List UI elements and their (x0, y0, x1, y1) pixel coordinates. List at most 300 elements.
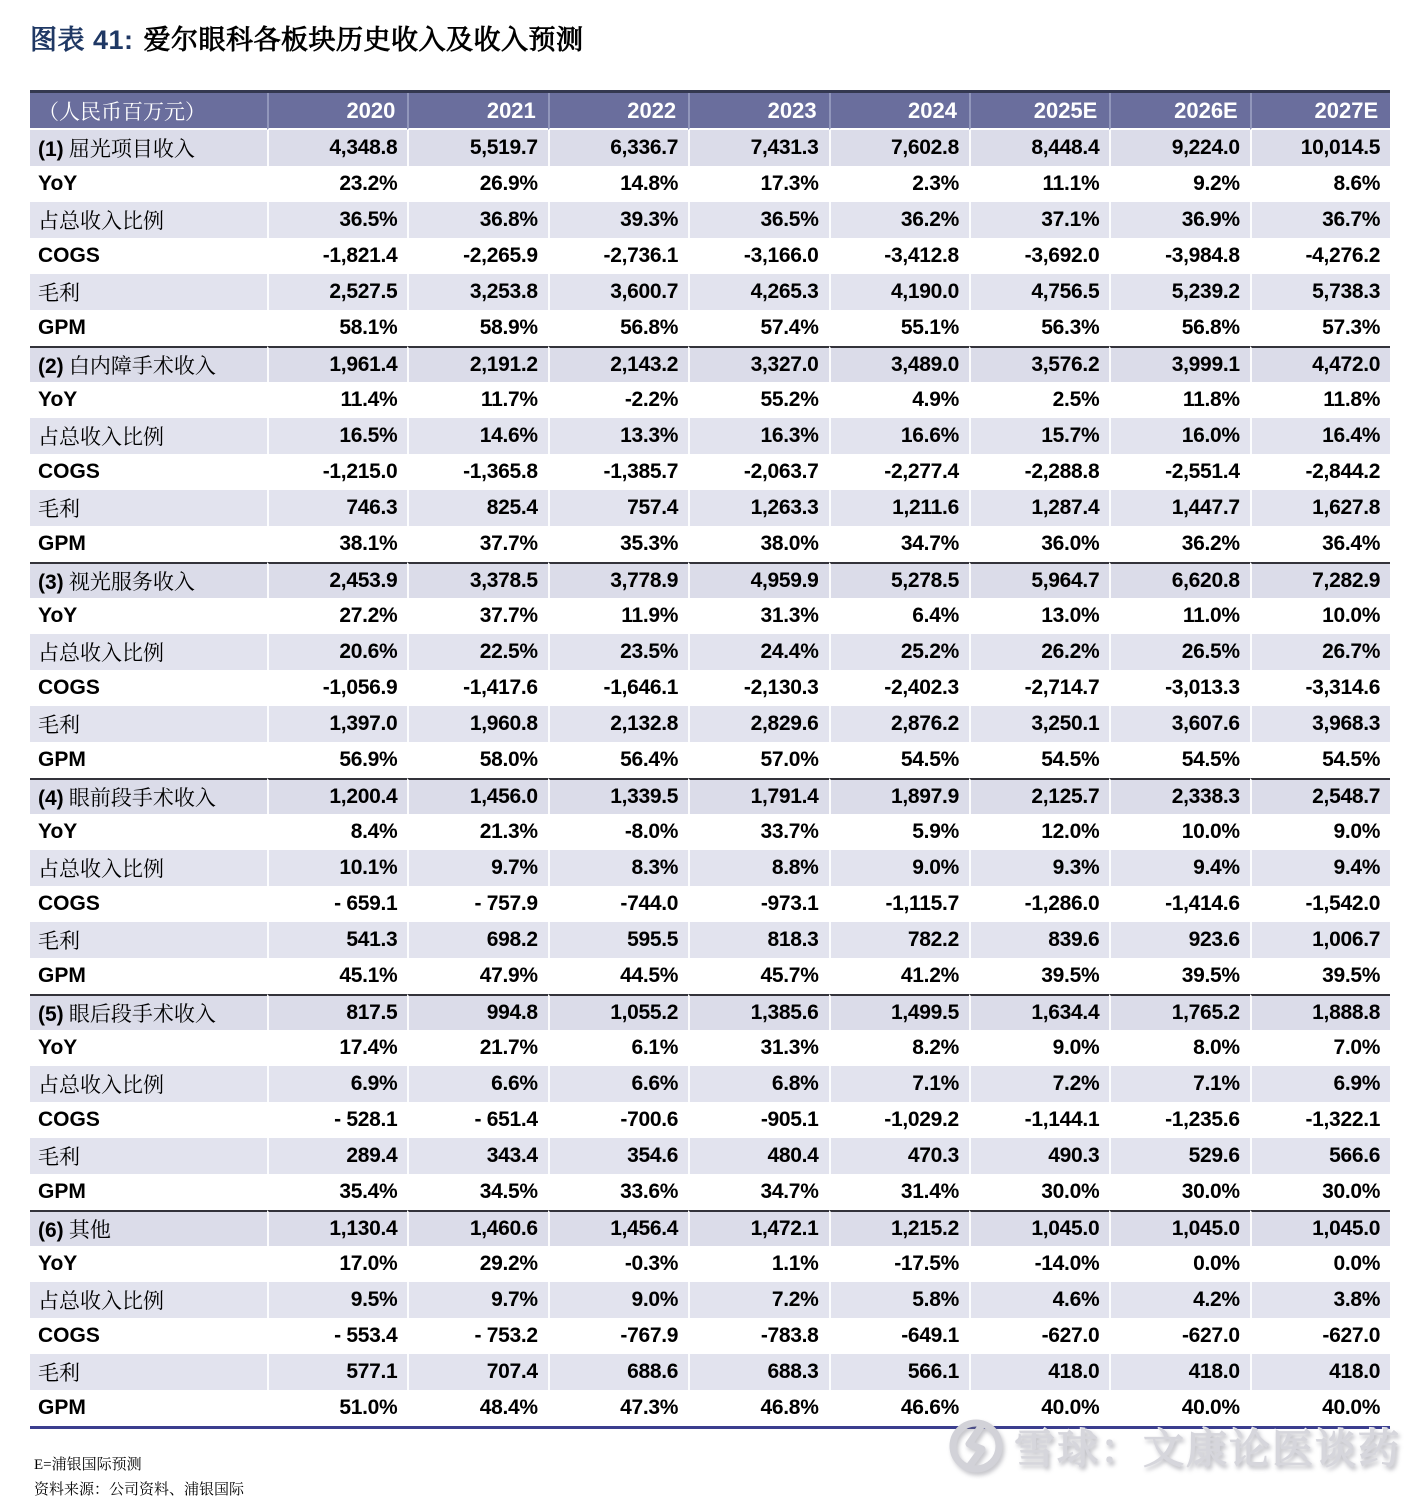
value-cell: 17.0% (267, 1246, 407, 1282)
value-cell: 1,765.2 (1109, 994, 1249, 1030)
value-cell: 9.0% (548, 1282, 688, 1318)
value-cell: 6.6% (548, 1066, 688, 1102)
column-header-2025e: 2025E (969, 93, 1109, 130)
value-cell: - 757.9 (407, 886, 547, 922)
value-cell: 566.6 (1250, 1138, 1390, 1174)
row-label: 毛利 (30, 706, 267, 742)
value-cell: 22.5% (407, 634, 547, 670)
value-cell: 595.5 (548, 922, 688, 958)
value-cell: -2,402.3 (829, 670, 969, 706)
value-cell: 3,253.8 (407, 274, 547, 310)
value-cell: 2,453.9 (267, 562, 407, 598)
row-label: YoY (30, 1030, 267, 1066)
value-cell: 7.2% (969, 1066, 1109, 1102)
value-cell: -2,551.4 (1109, 454, 1249, 490)
value-cell: 3,778.9 (548, 562, 688, 598)
value-cell: 58.1% (267, 310, 407, 346)
value-cell: 36.2% (1109, 526, 1249, 562)
table-row (30, 886, 1390, 922)
value-cell: 14.8% (548, 166, 688, 202)
value-cell: 2,191.2 (407, 346, 547, 382)
value-cell: 529.6 (1109, 1138, 1249, 1174)
value-cell: 7,602.8 (829, 130, 969, 166)
value-cell: 3,576.2 (969, 346, 1109, 382)
table-row (30, 310, 1390, 346)
row-label: 毛利 (30, 922, 267, 958)
table-row (30, 454, 1390, 490)
value-cell: 3.8% (1250, 1282, 1390, 1318)
value-cell: 9.7% (407, 1282, 547, 1318)
row-label: GPM (30, 1390, 267, 1426)
value-cell: 1,263.3 (688, 490, 828, 526)
source-note: 资料来源：公司资料、浦银国际 (34, 1482, 245, 1498)
value-cell: 34.7% (829, 526, 969, 562)
table-row (30, 526, 1390, 562)
value-cell: 1,960.8 (407, 706, 547, 742)
value-cell: 38.1% (267, 526, 407, 562)
value-cell: 36.8% (407, 202, 547, 238)
value-cell: 1,627.8 (1250, 490, 1390, 526)
value-cell: 1,897.9 (829, 778, 969, 814)
value-cell: 25.2% (829, 634, 969, 670)
row-label: COGS (30, 1102, 267, 1138)
value-cell: -3,412.8 (829, 238, 969, 274)
row-label: GPM (30, 742, 267, 778)
value-cell: -2,265.9 (407, 238, 547, 274)
value-cell: 46.6% (829, 1390, 969, 1426)
value-cell: 1,045.0 (1109, 1210, 1249, 1246)
row-label: 占总收入比例 (30, 418, 267, 454)
value-cell: 56.9% (267, 742, 407, 778)
value-cell: 2,876.2 (829, 706, 969, 742)
value-cell: 7.0% (1250, 1030, 1390, 1066)
value-cell: 6.1% (548, 1030, 688, 1066)
value-cell: -1,821.4 (267, 238, 407, 274)
value-cell: 4,190.0 (829, 274, 969, 310)
value-cell: 51.0% (267, 1390, 407, 1426)
value-cell: 35.4% (267, 1174, 407, 1210)
table-header-row (30, 93, 1390, 130)
value-cell: -4,276.2 (1250, 238, 1390, 274)
value-cell: -783.8 (688, 1318, 828, 1354)
row-label: COGS (30, 238, 267, 274)
value-cell: -744.0 (548, 886, 688, 922)
section-label: (3) 视光服务收入 (30, 562, 267, 598)
value-cell: -2,844.2 (1250, 454, 1390, 490)
table-row (30, 202, 1390, 238)
table-row (30, 670, 1390, 706)
value-cell: -905.1 (688, 1102, 828, 1138)
table-row (30, 922, 1390, 958)
row-label: YoY (30, 382, 267, 418)
table-row (30, 418, 1390, 454)
table-row (30, 634, 1390, 670)
value-cell: 9.2% (1109, 166, 1249, 202)
value-cell: - 753.2 (407, 1318, 547, 1354)
value-cell: 994.8 (407, 994, 547, 1030)
value-cell: 16.5% (267, 418, 407, 454)
value-cell: 3,999.1 (1109, 346, 1249, 382)
value-cell: 577.1 (267, 1354, 407, 1390)
value-cell: 490.3 (969, 1138, 1109, 1174)
value-cell: -649.1 (829, 1318, 969, 1354)
value-cell: 9.4% (1250, 850, 1390, 886)
section-row (30, 1210, 1390, 1246)
value-cell: -0.3% (548, 1246, 688, 1282)
value-cell: -627.0 (1250, 1318, 1390, 1354)
table-row (30, 706, 1390, 742)
value-cell: 1,006.7 (1250, 922, 1390, 958)
value-cell: 5.8% (829, 1282, 969, 1318)
value-cell: -1,115.7 (829, 886, 969, 922)
value-cell: -2,130.3 (688, 670, 828, 706)
row-label: COGS (30, 670, 267, 706)
figure-title-text: 爱尔眼科各板块历史收入及收入预测 (143, 25, 584, 55)
value-cell: 1,634.4 (969, 994, 1109, 1030)
value-cell: 57.0% (688, 742, 828, 778)
value-cell: 8,448.4 (969, 130, 1109, 166)
value-cell: 11.8% (1250, 382, 1390, 418)
value-cell: -3,314.6 (1250, 670, 1390, 706)
value-cell: 56.8% (548, 310, 688, 346)
value-cell: 3,968.3 (1250, 706, 1390, 742)
value-cell: -1,286.0 (969, 886, 1109, 922)
value-cell: 39.3% (548, 202, 688, 238)
value-cell: - 651.4 (407, 1102, 547, 1138)
value-cell: 16.3% (688, 418, 828, 454)
value-cell: -2,277.4 (829, 454, 969, 490)
value-cell: 1,339.5 (548, 778, 688, 814)
value-cell: -1,414.6 (1109, 886, 1249, 922)
value-cell: 56.3% (969, 310, 1109, 346)
value-cell: 8.2% (829, 1030, 969, 1066)
value-cell: 4.6% (969, 1282, 1109, 1318)
value-cell: 8.6% (1250, 166, 1390, 202)
value-cell: -1,417.6 (407, 670, 547, 706)
figure-number: 图表 41: (30, 25, 134, 55)
value-cell: 12.0% (969, 814, 1109, 850)
value-cell: 8.8% (688, 850, 828, 886)
value-cell: 5,738.3 (1250, 274, 1390, 310)
value-cell: 3,378.5 (407, 562, 547, 598)
value-cell: 36.4% (1250, 526, 1390, 562)
forecast-note: E=浦银国际预测 (34, 1457, 142, 1473)
value-cell: 4,472.0 (1250, 346, 1390, 382)
value-cell: 2,132.8 (548, 706, 688, 742)
value-cell: 36.7% (1250, 202, 1390, 238)
value-cell: 58.9% (407, 310, 547, 346)
value-cell: 5.9% (829, 814, 969, 850)
value-cell: 40.0% (1109, 1390, 1249, 1426)
table-row (30, 1246, 1390, 1282)
value-cell: 23.2% (267, 166, 407, 202)
row-label: YoY (30, 1246, 267, 1282)
value-cell: - 659.1 (267, 886, 407, 922)
value-cell: 5,239.2 (1109, 274, 1249, 310)
value-cell: 757.4 (548, 490, 688, 526)
value-cell: -17.5% (829, 1246, 969, 1282)
value-cell: 566.1 (829, 1354, 969, 1390)
value-cell: 37.7% (407, 598, 547, 634)
value-cell: 3,600.7 (548, 274, 688, 310)
table-row (30, 1354, 1390, 1390)
value-cell: -2.2% (548, 382, 688, 418)
row-label: 占总收入比例 (30, 1282, 267, 1318)
section-label: (6) 其他 (30, 1210, 267, 1246)
value-cell: 54.5% (969, 742, 1109, 778)
value-cell: -1,365.8 (407, 454, 547, 490)
value-cell: 6,620.8 (1109, 562, 1249, 598)
row-label: GPM (30, 958, 267, 994)
value-cell: 9.0% (829, 850, 969, 886)
value-cell: 13.0% (969, 598, 1109, 634)
value-cell: 698.2 (407, 922, 547, 958)
column-header-2026e: 2026E (1109, 93, 1249, 130)
value-cell: 34.5% (407, 1174, 547, 1210)
value-cell: 2,143.2 (548, 346, 688, 382)
value-cell: 9.0% (969, 1030, 1109, 1066)
value-cell: 2,527.5 (267, 274, 407, 310)
value-cell: 34.7% (688, 1174, 828, 1210)
value-cell: 26.5% (1109, 634, 1249, 670)
value-cell: -14.0% (969, 1246, 1109, 1282)
value-cell: 4,265.3 (688, 274, 828, 310)
value-cell: 54.5% (1250, 742, 1390, 778)
table-row (30, 1282, 1390, 1318)
value-cell: 7.1% (829, 1066, 969, 1102)
value-cell: 5,964.7 (969, 562, 1109, 598)
value-cell: 1,130.4 (267, 1210, 407, 1246)
value-cell: 923.6 (1109, 922, 1249, 958)
value-cell: -1,235.6 (1109, 1102, 1249, 1138)
value-cell: 9.3% (969, 850, 1109, 886)
value-cell: 7,431.3 (688, 130, 828, 166)
row-label: YoY (30, 814, 267, 850)
value-cell: 10.1% (267, 850, 407, 886)
value-cell: 1,055.2 (548, 994, 688, 1030)
value-cell: 839.6 (969, 922, 1109, 958)
value-cell: -2,736.1 (548, 238, 688, 274)
value-cell: 26.2% (969, 634, 1109, 670)
value-cell: 9.4% (1109, 850, 1249, 886)
value-cell: 5,519.7 (407, 130, 547, 166)
value-cell: 1,200.4 (267, 778, 407, 814)
value-cell: 1.1% (688, 1246, 828, 1282)
row-label: 占总收入比例 (30, 1066, 267, 1102)
value-cell: 1,456.4 (548, 1210, 688, 1246)
table-row (30, 1318, 1390, 1354)
value-cell: 1,287.4 (969, 490, 1109, 526)
section-row (30, 346, 1390, 382)
value-cell: 818.3 (688, 922, 828, 958)
value-cell: 688.6 (548, 1354, 688, 1390)
row-label: GPM (30, 526, 267, 562)
value-cell: 3,250.1 (969, 706, 1109, 742)
value-cell: 418.0 (1250, 1354, 1390, 1390)
value-cell: 8.3% (548, 850, 688, 886)
value-cell: -1,542.0 (1250, 886, 1390, 922)
value-cell: 54.5% (1109, 742, 1249, 778)
value-cell: 11.8% (1109, 382, 1249, 418)
value-cell: 2.3% (829, 166, 969, 202)
value-cell: -1,144.1 (969, 1102, 1109, 1138)
row-label: GPM (30, 1174, 267, 1210)
value-cell: 707.4 (407, 1354, 547, 1390)
section-row (30, 778, 1390, 814)
value-cell: -1,215.0 (267, 454, 407, 490)
table-row (30, 382, 1390, 418)
value-cell: -1,029.2 (829, 1102, 969, 1138)
value-cell: 17.3% (688, 166, 828, 202)
value-cell: 36.2% (829, 202, 969, 238)
value-cell: 343.4 (407, 1138, 547, 1174)
value-cell: 47.9% (407, 958, 547, 994)
section-row (30, 562, 1390, 598)
column-header-2023: 2023 (688, 93, 828, 130)
column-header-2021: 2021 (407, 93, 547, 130)
table-row (30, 742, 1390, 778)
value-cell: 4.2% (1109, 1282, 1249, 1318)
value-cell: 39.5% (1109, 958, 1249, 994)
value-cell: -1,056.9 (267, 670, 407, 706)
value-cell: 10,014.5 (1250, 130, 1390, 166)
value-cell: 1,397.0 (267, 706, 407, 742)
table-row (30, 1030, 1390, 1066)
value-cell: 746.3 (267, 490, 407, 526)
value-cell: 33.7% (688, 814, 828, 850)
value-cell: 13.3% (548, 418, 688, 454)
value-cell: 30.0% (1109, 1174, 1249, 1210)
value-cell: 15.7% (969, 418, 1109, 454)
value-cell: 6.6% (407, 1066, 547, 1102)
value-cell: 7,282.9 (1250, 562, 1390, 598)
value-cell: 39.5% (1250, 958, 1390, 994)
value-cell: 30.0% (1250, 1174, 1390, 1210)
table-row (30, 958, 1390, 994)
value-cell: 2,125.7 (969, 778, 1109, 814)
value-cell: 46.8% (688, 1390, 828, 1426)
value-cell: 56.4% (548, 742, 688, 778)
value-cell: 26.9% (407, 166, 547, 202)
value-cell: 1,045.0 (1250, 1210, 1390, 1246)
value-cell: 39.5% (969, 958, 1109, 994)
value-cell: -1,646.1 (548, 670, 688, 706)
value-cell: 26.7% (1250, 634, 1390, 670)
value-cell: 9,224.0 (1109, 130, 1249, 166)
section-label: (5) 眼后段手术收入 (30, 994, 267, 1030)
value-cell: 36.5% (688, 202, 828, 238)
value-cell: 2,548.7 (1250, 778, 1390, 814)
value-cell: 3,327.0 (688, 346, 828, 382)
value-cell: 541.3 (267, 922, 407, 958)
value-cell: 289.4 (267, 1138, 407, 1174)
section-label: (4) 眼前段手术收入 (30, 778, 267, 814)
value-cell: 4,756.5 (969, 274, 1109, 310)
value-cell: 40.0% (1250, 1390, 1390, 1426)
value-cell: 11.0% (1109, 598, 1249, 634)
value-cell: -973.1 (688, 886, 828, 922)
value-cell: 36.0% (969, 526, 1109, 562)
row-label: 毛利 (30, 1354, 267, 1390)
revenue-forecast-table (30, 90, 1390, 1429)
value-cell: 31.3% (688, 1030, 828, 1066)
value-cell: 21.3% (407, 814, 547, 850)
table-row (30, 598, 1390, 634)
value-cell: 41.2% (829, 958, 969, 994)
value-cell: 58.0% (407, 742, 547, 778)
value-cell: -627.0 (969, 1318, 1109, 1354)
watermark-text: 雪球：文康论医谈药 (1014, 1426, 1401, 1472)
value-cell: -767.9 (548, 1318, 688, 1354)
row-label: COGS (30, 454, 267, 490)
value-cell: 6.4% (829, 598, 969, 634)
section-row (30, 130, 1390, 166)
column-header-2022: 2022 (548, 93, 688, 130)
value-cell: 31.4% (829, 1174, 969, 1210)
value-cell: 3,607.6 (1109, 706, 1249, 742)
table-row (30, 490, 1390, 526)
value-cell: 14.6% (407, 418, 547, 454)
table-row (30, 166, 1390, 202)
value-cell: 47.3% (548, 1390, 688, 1426)
row-label: 毛利 (30, 274, 267, 310)
value-cell: 1,215.2 (829, 1210, 969, 1246)
value-cell: 1,472.1 (688, 1210, 828, 1246)
row-label: YoY (30, 598, 267, 634)
table-row (30, 238, 1390, 274)
figure-title (30, 18, 1420, 57)
value-cell: 688.3 (688, 1354, 828, 1390)
value-cell: 40.0% (969, 1390, 1109, 1426)
value-cell: 1,961.4 (267, 346, 407, 382)
column-header-2027e: 2027E (1250, 93, 1390, 130)
row-label: 毛利 (30, 1138, 267, 1174)
value-cell: 418.0 (1109, 1354, 1249, 1390)
value-cell: 2.5% (969, 382, 1109, 418)
value-cell: - 528.1 (267, 1102, 407, 1138)
value-cell: 1,888.8 (1250, 994, 1390, 1030)
column-header-2024: 2024 (829, 93, 969, 130)
value-cell: 8.4% (267, 814, 407, 850)
value-cell: 4,348.8 (267, 130, 407, 166)
value-cell: 1,447.7 (1109, 490, 1249, 526)
value-cell: 2,829.6 (688, 706, 828, 742)
value-cell: 23.5% (548, 634, 688, 670)
section-row (30, 994, 1390, 1030)
value-cell: 55.1% (829, 310, 969, 346)
row-label: 占总收入比例 (30, 634, 267, 670)
value-cell: 2,338.3 (1109, 778, 1249, 814)
value-cell: -2,714.7 (969, 670, 1109, 706)
row-label: 占总收入比例 (30, 202, 267, 238)
section-label: (2) 白内障手术收入 (30, 346, 267, 382)
value-cell: 21.7% (407, 1030, 547, 1066)
value-cell: 37.1% (969, 202, 1109, 238)
value-cell: 27.2% (267, 598, 407, 634)
value-cell: 57.4% (688, 310, 828, 346)
value-cell: 30.0% (969, 1174, 1109, 1210)
value-cell: 36.5% (267, 202, 407, 238)
table-row (30, 1174, 1390, 1210)
unit-header: （人民币百万元） (30, 93, 267, 130)
value-cell: 11.9% (548, 598, 688, 634)
value-cell: -2,288.8 (969, 454, 1109, 490)
value-cell: 7.1% (1109, 1066, 1249, 1102)
value-cell: -1,385.7 (548, 454, 688, 490)
value-cell: 470.3 (829, 1138, 969, 1174)
value-cell: 0.0% (1250, 1246, 1390, 1282)
value-cell: -8.0% (548, 814, 688, 850)
